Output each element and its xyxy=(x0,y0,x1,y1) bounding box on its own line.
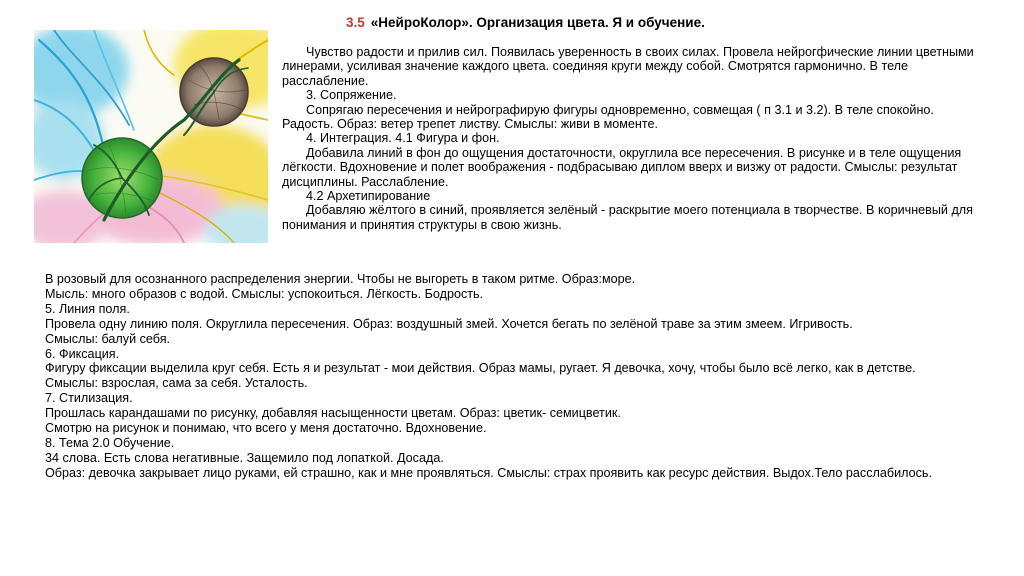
text-line: 6. Фиксация. xyxy=(45,346,120,361)
paragraph: Сопрягаю пересечения и нейрографирую фигуры одновременно, совмещая ( п 3.1 и 3.2). В теле спокойно. Радость. Образ: ветер трепет листву. Смыслы: живи в моменте. xyxy=(282,102,938,132)
paragraph: Добавила линий в фон до ощущения достаточности, округлила все пересечения. В рисунке и в теле ощущения лёгкости. Вдохновение и полет воображения - подбрасываю диплом вверх и визжу от радости. Смыслы: результат дисциплины. Расслабление. xyxy=(282,145,965,189)
text-line: Смыслы: взрослая, сама за себя. Усталость. xyxy=(45,376,308,391)
text-line: Мысль: много образов с водой. Смыслы: успокоиться. Лёгкость. Бодрость. xyxy=(45,286,484,301)
text-line: Фигуру фиксации выделила круг себя. Есть я и результат - мои действия. Образ мамы, ругает. Я девочка, хочу, чтобы было всё легко, как в детстве. xyxy=(45,361,916,376)
text-line: Прошлась карандашами по рисунку, добавляя насыщенности цветам. Образ: цветик- семицветик. xyxy=(45,406,621,421)
text-line: В розовый для осознанного распределения энергии. Чтобы не выгореть в таком ритме. Образ:море. xyxy=(45,272,636,286)
text-line: 8. Тема 2.0 Обучение. xyxy=(45,435,175,450)
paragraph: Чувство радости и прилив сил. Появилась уверенность в своих силах. Провела нейрогфические линии цветными линерами, усиливая значение каждого цвета. соединяя круги между собой. Смотрятся гармонично. В теле расслабление. xyxy=(282,45,978,88)
paragraph: 4.2 Архетипирование xyxy=(306,189,431,204)
text-line: Смотрю на рисунок и понимаю, что всего у меня достаточно. Вдохновение. xyxy=(45,421,487,436)
text-line: Образ: девочка закрывает лицо руками, ей страшно, как и мне проявляться. Смыслы: страх проявить как ресурс действия. Выдох.Тело расслабилось. xyxy=(45,465,932,480)
title-text: «НейроКолор». Организация цвета. Я и обучение. xyxy=(370,15,705,30)
neurographic-drawing xyxy=(34,30,268,243)
lower-text-block xyxy=(45,272,985,481)
text-line: 5. Линия поля. xyxy=(45,301,130,316)
text-line: Смыслы: балуй себя. xyxy=(45,331,171,346)
paragraph: 4. Интеграция. 4.1 Фигура и фон. xyxy=(306,131,500,146)
upper-text-block xyxy=(282,45,988,232)
page-title xyxy=(346,15,986,30)
paragraph: 3. Сопряжение. xyxy=(306,88,397,103)
paragraph: Добавляю жёлтого в синий, проявляется зелёный - раскрытие моего потенциала в творчестве. В коричневый для понимания и принятия структуры в свою жизнь. xyxy=(282,203,977,232)
title-number: 3.5 xyxy=(346,15,365,30)
text-line: 7. Стилизация. xyxy=(45,391,133,406)
text-line: Провела одну линию поля. Округлила пересечения. Образ: воздушный змей. Хочется бегать по зелёной траве за этим змеем. Игривость. xyxy=(45,316,853,331)
text-line: 34 слова. Есть слова негативные. Защемило под лопаткой. Досада. xyxy=(45,450,444,465)
